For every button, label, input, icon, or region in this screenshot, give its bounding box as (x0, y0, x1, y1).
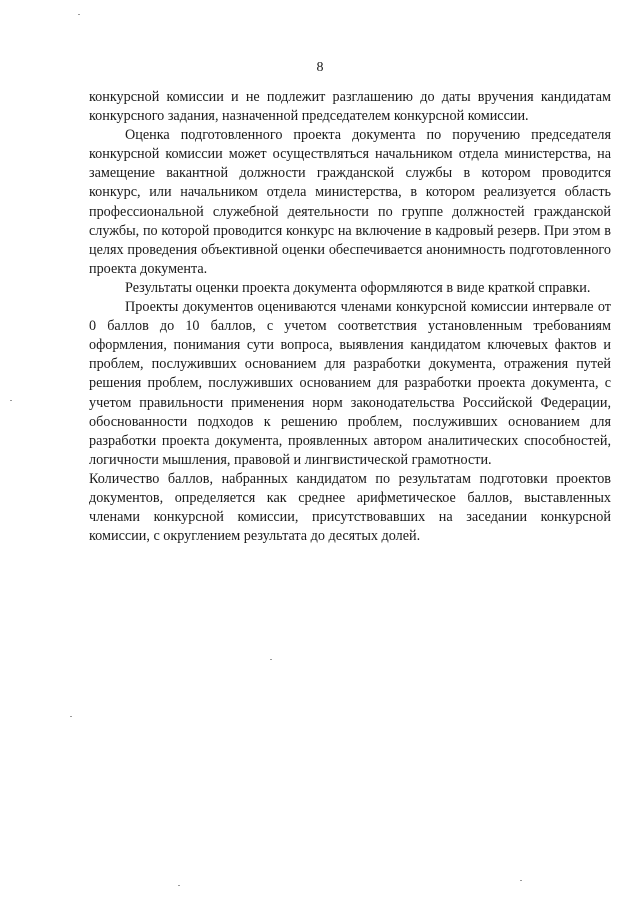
scan-speck (10, 400, 12, 401)
scan-speck (178, 885, 180, 886)
scan-speck (70, 716, 72, 717)
scan-speck (520, 880, 522, 881)
scan-speck (270, 659, 272, 660)
paragraph-3: Результаты оценки проекта документа оформляются в виде краткой справки. (125, 279, 591, 296)
page-number: 8 (316, 60, 324, 75)
paragraph-1: конкурсной комиссии и не подлежит разглашению до даты вручения кандидатам конкурсного задания, назначенной председателем конкурсной комиссии. (89, 89, 611, 125)
paragraph-4: Проекты документов оцениваются членами конкурсной комиссии интервале от 0 баллов до 10 баллов, с учетом соответствия установленным требованиям оформления, понимания сути вопроса, выявления кандидатом ключевых фактов и проблем, послуживших основанием для разработки документа, отражения путей решения проблем, послуживших основанием для разработки проекта документа, с учетом правильности применения норм законодательства Российской Федерации, обоснованности подходов к решению проблем, послуживших основанием для разработки проекта документа, проявленных автором аналитических способностей, логичности мышления, правовой и лингвистической грамотности. (89, 299, 611, 468)
paragraph-2: Оценка подготовленного проекта документа по поручению председателя конкурсной комиссии может осуществляться начальником отдела министерства, на замещение вакантной должности гражданской службы в котором проводится конкурс, или начальником отдела министерства, в котором реализуется область профессиональной служебной деятельности по группе должностей гражданской службы, по которой проводится конкурс на включение в кадровый резерв. При этом в целях проведения объективной оценки обеспечивается анонимность подготовленного проекта документа. (89, 127, 611, 277)
document-body (89, 88, 611, 546)
paragraph-5: Количество баллов, набранных кандидатом по результатам подготовки проектов документов, определяется как среднее арифметическое баллов, выставленных членами конкурсной комиссии, присутствовавших на заседании конкурсной комиссии, с округлением результата до десятых долей. (89, 470, 611, 545)
scan-speck (78, 14, 80, 15)
